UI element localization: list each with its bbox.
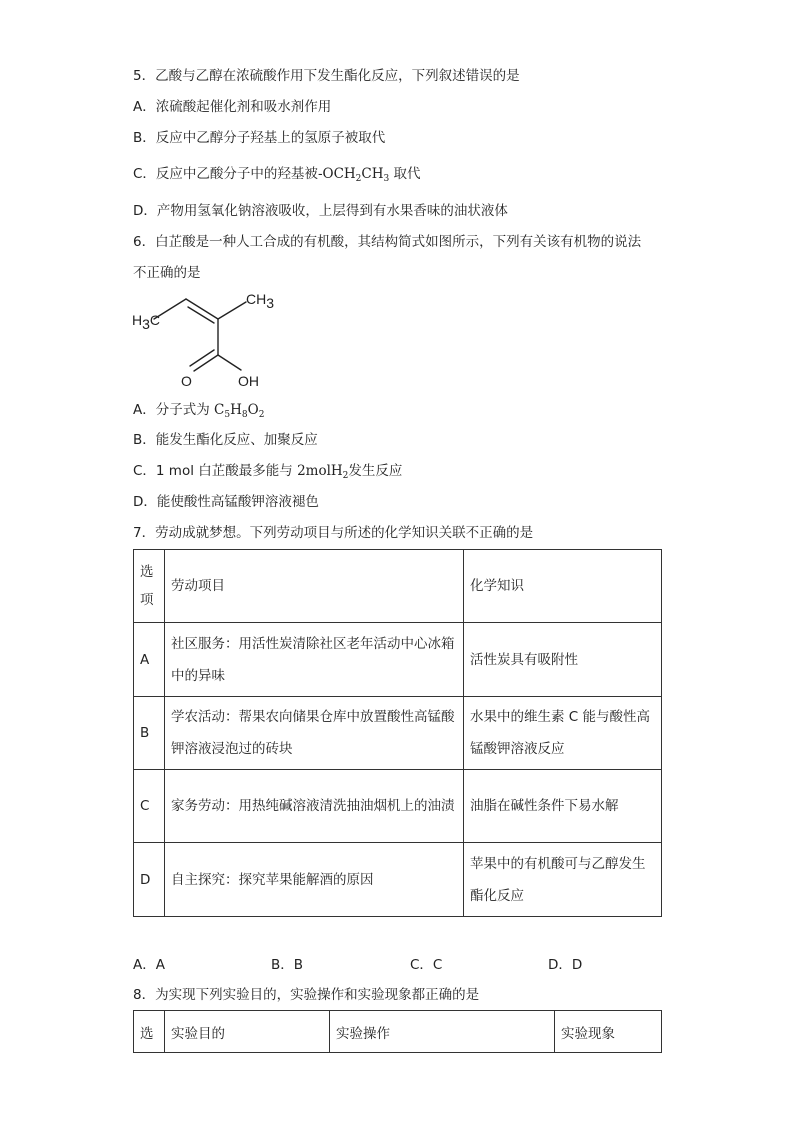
table-row (134, 697, 662, 770)
header-project: 劳动项目 (165, 550, 464, 623)
row-option: D (134, 843, 165, 917)
q6-option-b: B．能发生酯化反应、加聚反应 (133, 432, 318, 448)
row-knowledge: 水果中的维生素 C 能与酸性高锰酸钾溶液反应 (464, 697, 662, 770)
double-bond-c-o (194, 355, 218, 371)
row-project: 自主探究：探究苹果能解酒的原因 (165, 843, 464, 917)
table-row (134, 843, 662, 917)
header-phenomenon: 实验现象 (555, 1011, 662, 1053)
q8-stem: 8．为实现下列实验目的，实验操作和实验现象都正确的是 (133, 987, 480, 1003)
row-option: B (134, 697, 165, 770)
header-option: 选项 (134, 550, 165, 623)
q6-option-c-suffix: 发生反应 (348, 463, 403, 479)
q6-option-a-text: A．分子式为 (133, 402, 210, 418)
row-project: 学农活动：帮果农向储果仓库中放置酸性高锰酸钾溶液浸泡过的砖块 (165, 697, 464, 770)
q5-option-c (133, 164, 421, 184)
row-option: A (134, 623, 165, 697)
q6-option-c-text: C．1 mol 白芷酸最多能与 (133, 463, 293, 479)
bond-c-ch3 (218, 302, 246, 319)
q5-option-a: A．浓硫酸起催化剂和吸水剂作用 (133, 99, 332, 115)
row-project: 家务劳动：用热纯碱溶液清洗抽油烟机上的油渍 (165, 770, 464, 843)
q7-option-c: C．C (410, 957, 443, 973)
q6-option-d: D．能使酸性高锰酸钾溶液褪色 (133, 494, 319, 510)
q5-option-b: B．反应中乙醇分子羟基上的氢原子被取代 (133, 130, 386, 146)
q5-option-c-formula: $-OCH_2CH_3$ (317, 166, 390, 184)
q7-option-b: B．B (271, 957, 304, 973)
table-header-row (134, 550, 662, 623)
header-option: 选 (134, 1011, 165, 1053)
table-header-row (134, 1011, 662, 1053)
header-knowledge: 化学知识 (464, 550, 662, 623)
q6-option-c-formula: 2molH$_2$ (297, 463, 349, 481)
ch3-right-label: CH3 (246, 291, 275, 311)
oxygen-label: O (181, 373, 192, 389)
q7-option-d: D．D (548, 957, 583, 973)
q7-option-a: A．A (133, 957, 165, 973)
q5-option-c-suffix: 取代 (393, 166, 421, 182)
q6-stem-line2: 不正确的是 (133, 265, 201, 281)
q5-stem: 5．乙酸与乙醇在浓硫酸作用下发生酯化反应，下列叙述错误的是 (133, 68, 520, 84)
q6-option-a-formula: $C_5H_8O_2$ (214, 402, 265, 420)
table-row (134, 623, 662, 697)
q6-stem-line1: 6．白芷酸是一种人工合成的有机酸，其结构简式如图所示，下列有关该有机物的说法 (133, 234, 642, 250)
oh-label: OH (238, 373, 259, 389)
row-knowledge: 活性炭具有吸附性 (464, 623, 662, 697)
q5-option-c-text: C．反应中乙酸分子中的羟基被 (133, 166, 318, 182)
angelic-acid-structure (128, 282, 288, 394)
q7-stem: 7．劳动成就梦想。下列劳动项目与所述的化学知识关联不正确的是 (133, 525, 534, 541)
row-option: C (134, 770, 165, 843)
row-project: 社区服务：用活性炭清除社区老年活动中心冰箱中的异味 (165, 623, 464, 697)
ch3-left-label: H3C (132, 312, 161, 332)
row-knowledge: 油脂在碱性条件下易水解 (464, 770, 662, 843)
q7-table (133, 549, 662, 917)
bond-c-oh (218, 355, 241, 370)
header-operation: 实验操作 (330, 1011, 555, 1053)
q6-option-a (133, 400, 264, 420)
q8-table (133, 1010, 662, 1053)
header-purpose: 实验目的 (165, 1011, 330, 1053)
double-bond-c-o-inner (190, 350, 214, 366)
table-row (134, 770, 662, 843)
q6-option-c (133, 461, 402, 481)
row-knowledge: 苹果中的有机酸可与乙醇发生酯化反应 (464, 843, 662, 917)
q5-option-d: D．产物用氢氧化钠溶液吸收，上层得到有水果香味的油状液体 (133, 203, 508, 219)
double-bond-c-c-inner (188, 307, 214, 323)
